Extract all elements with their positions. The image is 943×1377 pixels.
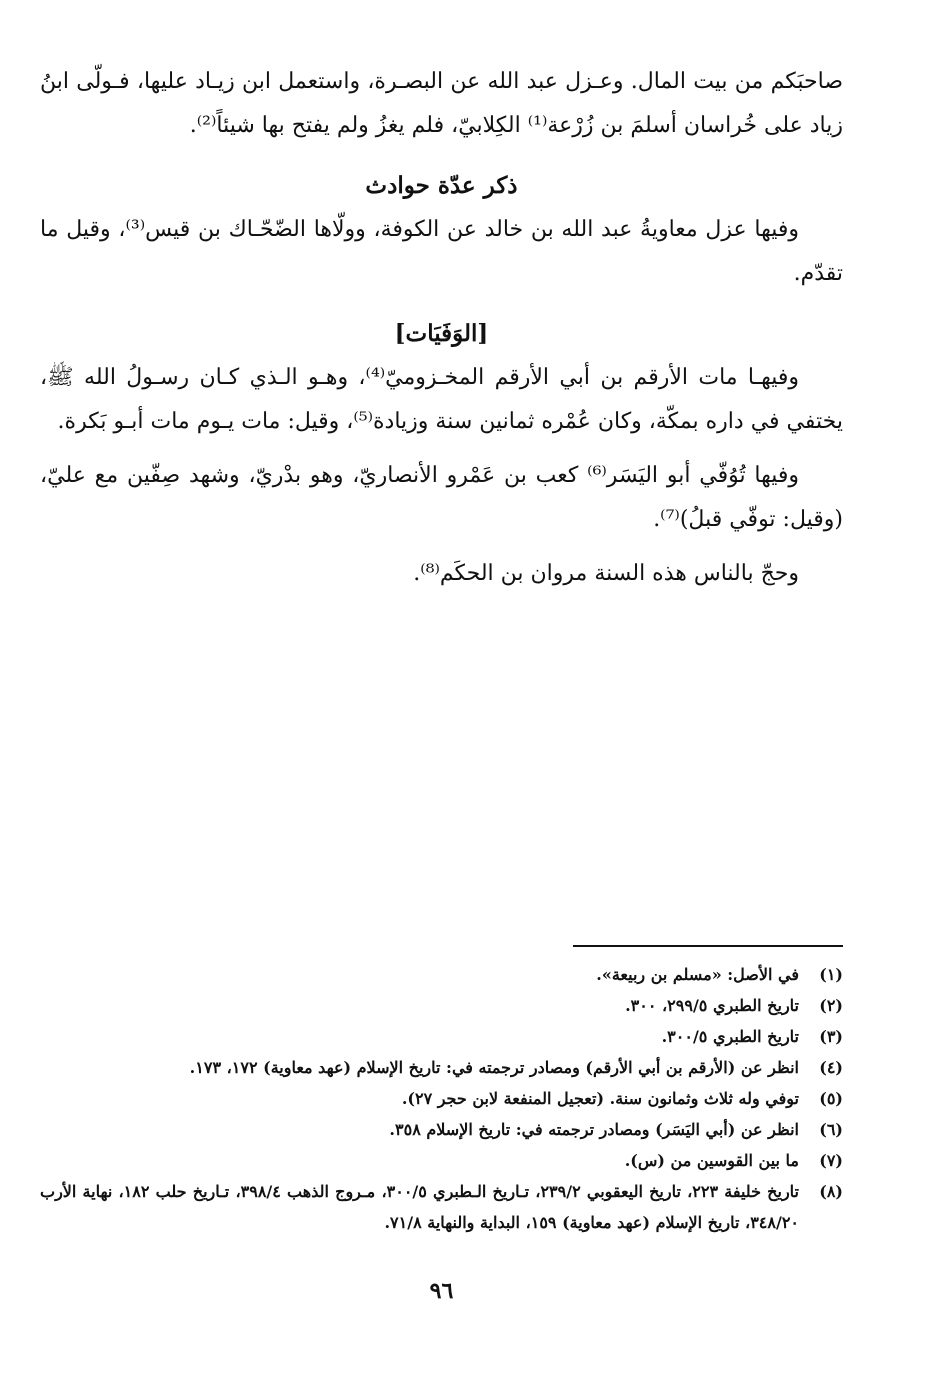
paragraph-5: وحجّ بالناس هذه السنة مروان بن الحكَم⁽⁸⁾. — [413, 561, 799, 586]
page-content — [40, 60, 843, 1377]
footnote-text: ما بين القوسين من (س). — [624, 1151, 799, 1170]
footnote-number: (٤) — [819, 1058, 843, 1077]
footnote-item — [40, 990, 843, 1021]
footnote-number: (٥) — [819, 1089, 843, 1108]
footnote-number: (٣) — [819, 1027, 843, 1046]
section-heading-deaths: [الوَفَيَات] — [394, 320, 489, 347]
paragraph-2: وفيها عزل معاويةُ عبد الله بن خالد عن الكوفة، وولّاها الضّحّـاك بن قيس⁽³⁾، وقيل ما تقدّم. — [40, 217, 843, 286]
footnote-number: (٦) — [819, 1120, 843, 1139]
footnote-number: (٧) — [819, 1151, 843, 1170]
footnote-text: في الأصل: «مسلم بن ربيعة». — [596, 965, 799, 984]
footnote-item — [40, 1114, 843, 1145]
footnote-item — [40, 1052, 843, 1083]
footnote-number: (٢) — [819, 996, 843, 1015]
footnote-text: انظر عن (الأرقم بن أبي الأرقم) ومصادر ترجمته في: تاريخ الإسلام (عهد معاوية) ١٧٢، ١٧٣. — [189, 1058, 799, 1077]
footnote-text: انظر عن (أبي اليَسَر) ومصادر ترجمته في: تاريخ الإسلام ٣٥٨. — [389, 1120, 799, 1139]
paragraph-1: صاحبَكم من بيت المال. وعـزل عبد الله عن البصـرة، واستعمل ابن زيـاد عليها، فـولّى ابنُ زياد على خُراسان أسلمَ بن زُرْعة⁽¹⁾ الكِلابيّ، فلم يغزُ ولم يفتح بها شيئاً⁽²⁾. — [40, 69, 843, 138]
footnote-item — [40, 1021, 843, 1052]
page-number: ٩٦ — [429, 1278, 454, 1304]
footnote-text: تاريخ الطبري ٢٩٩/٥، ٣٠٠. — [625, 996, 799, 1015]
section-heading-events: ذكر عدّة حوادث — [365, 172, 518, 199]
footnote-text: تاريخ الطبري ٣٠٠/٥. — [661, 1027, 799, 1046]
paragraph-4: وفيها تُوُفّي أبو اليَسَر⁽⁶⁾ كعب بن عَمْرو الأنصاريّ، وهو بدْريّ، وشهد صِفّين مع عليّ، (وقيل: توفّي قبلُ)⁽⁷⁾. — [40, 463, 843, 532]
footnote-divider — [573, 945, 843, 947]
footnote-item — [40, 959, 843, 990]
footnote-number: (٨) — [819, 1182, 843, 1201]
footnotes — [40, 945, 843, 1238]
footnote-item — [40, 1145, 843, 1176]
footnote-item — [40, 1083, 843, 1114]
footnote-text: توفي وله ثلاث وثمانون سنة. (تعجيل المنفعة لابن حجر ٢٧). — [401, 1089, 799, 1108]
footnote-item — [40, 1176, 843, 1238]
footnote-text: تاريخ خليفة ٢٢٣، تاريخ اليعقوبي ٢٣٩/٢، تـاريخ الـطبري ٣٠٠/٥، مـروج الذهب ٣٩٨/٤، تـاريخ حلب ١٨٢، نهاية الأرب ٣٤٨/٢٠، تاريخ الإسلام (عهد معاوية) ١٥٩، البداية والنهاية ٧١/٨. — [40, 1182, 799, 1232]
paragraph-3: وفيهـا مات الأرقم بن أبي الأرقم المخـزوميّ⁽⁴⁾، وهـو الـذي كـان رسـولُ الله ﷺ، يختفي في داره بمكّة، وكان عُمْره ثمانين سنة وزيادة⁽⁵⁾، وقيل: مات يـوم مات أبـو بَكرة. — [40, 365, 843, 434]
footnote-number: (١) — [819, 965, 843, 984]
